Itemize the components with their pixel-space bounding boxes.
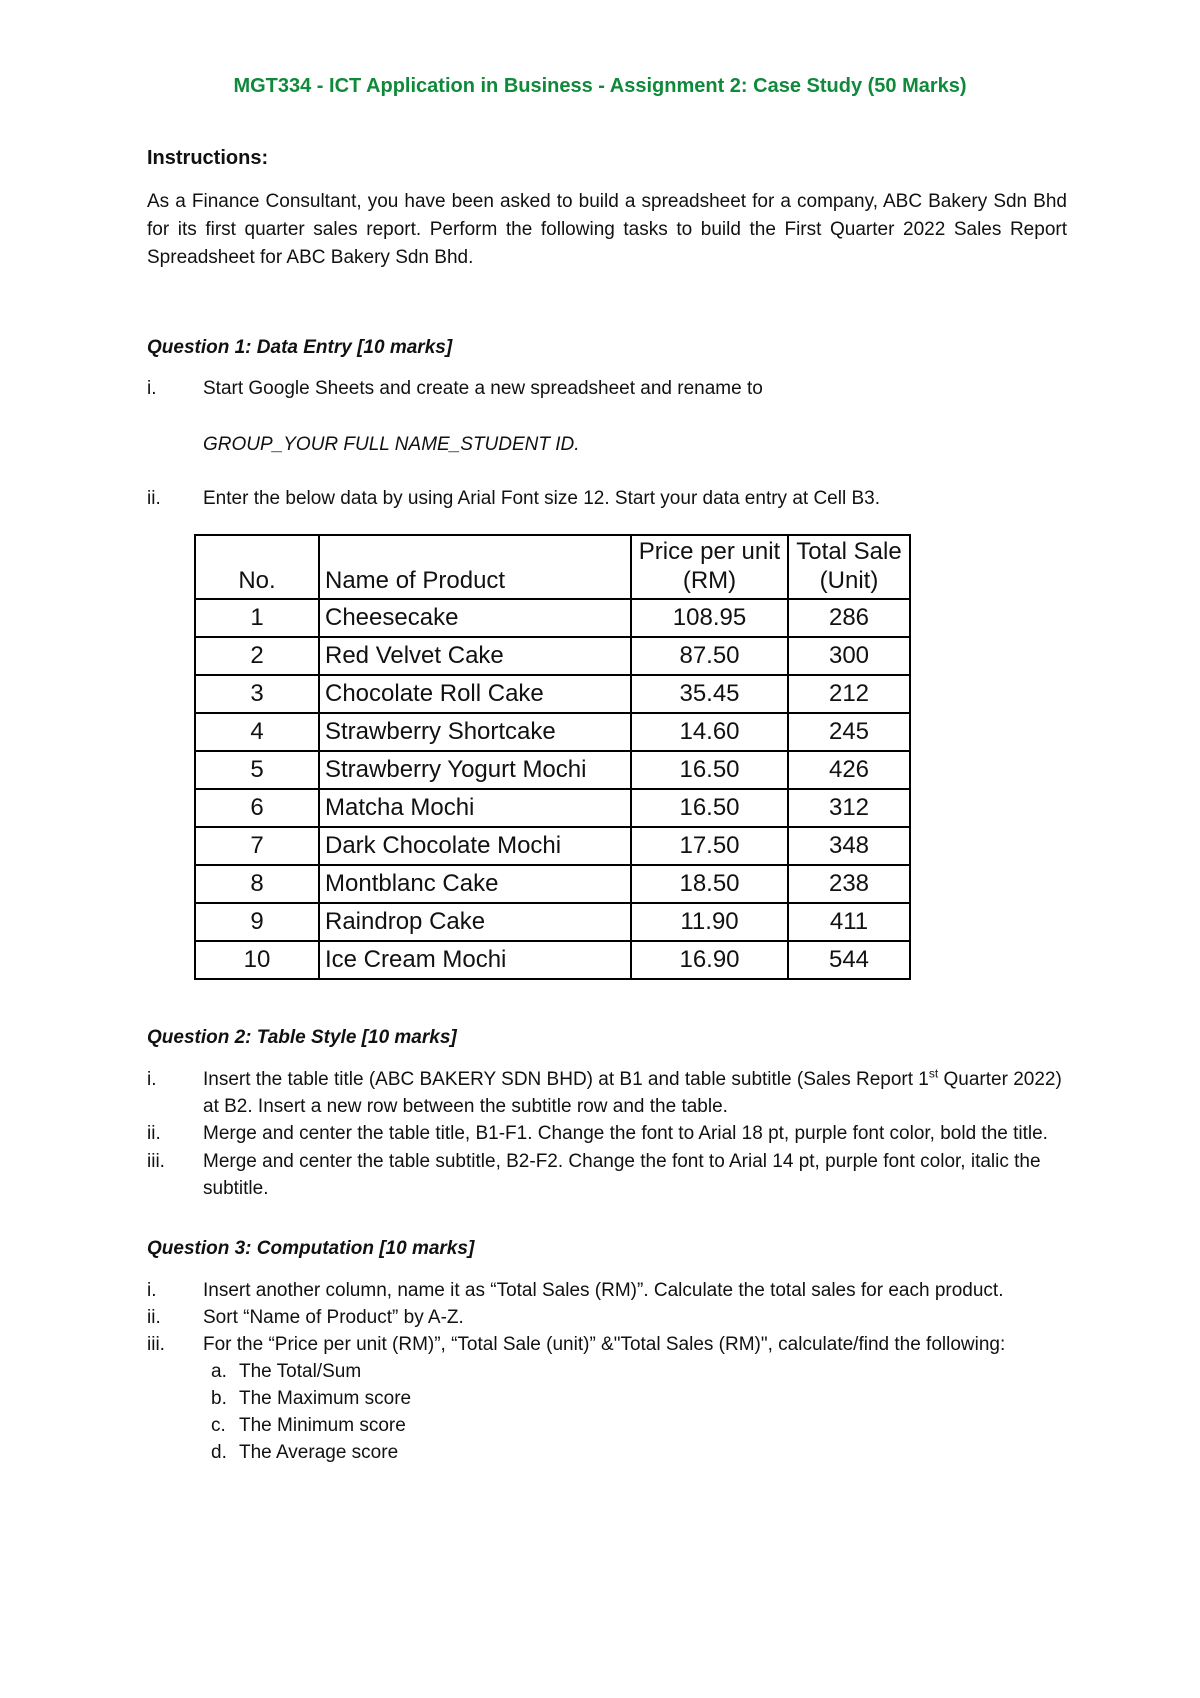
- q1-item-i: [147, 375, 1067, 402]
- sublist-text: The Average score: [239, 1442, 399, 1463]
- table-row: [195, 789, 910, 827]
- q2-item-i: [147, 1066, 1067, 1120]
- table-row: [195, 827, 910, 865]
- cell-no: 8: [195, 865, 319, 903]
- cell-sale: 286: [788, 599, 910, 637]
- cell-price: 14.60: [631, 713, 788, 751]
- cell-price: 11.90: [631, 903, 788, 941]
- header-sale-line1: Total Sale: [796, 538, 902, 566]
- cell-sale: 411: [788, 903, 910, 941]
- ordinal-suffix: st: [928, 1066, 939, 1081]
- list-number: i.: [147, 1069, 157, 1090]
- cell-sale: 245: [788, 713, 910, 751]
- question-3-heading: Question 3: Computation [10 marks]: [147, 1238, 475, 1259]
- sublist-letter: b.: [211, 1388, 227, 1409]
- header-sale: [788, 535, 910, 599]
- q1-filename-format: [147, 431, 1067, 458]
- cell-no: 7: [195, 827, 319, 865]
- table-row: [195, 751, 910, 789]
- cell-sale: 426: [788, 751, 910, 789]
- cell-no: 4: [195, 713, 319, 751]
- list-number: iii.: [147, 1151, 165, 1172]
- sublist-letter: d.: [211, 1442, 227, 1463]
- cell-name: Strawberry Yogurt Mochi: [319, 751, 631, 789]
- cell-price: 16.50: [631, 751, 788, 789]
- cell-price: 87.50: [631, 637, 788, 675]
- cell-sale: 238: [788, 865, 910, 903]
- cell-name: Dark Chocolate Mochi: [319, 827, 631, 865]
- product-data-table: [194, 534, 911, 980]
- cell-no: 5: [195, 751, 319, 789]
- q2-item-iii: [147, 1148, 1067, 1202]
- cell-no: 1: [195, 599, 319, 637]
- cell-name: Cheesecake: [319, 599, 631, 637]
- list-number: i.: [147, 1280, 157, 1301]
- table-row: [195, 637, 910, 675]
- q1-item-ii: [147, 485, 1067, 512]
- cell-sale: 300: [788, 637, 910, 675]
- header-price-line1: Price per unit: [638, 538, 781, 566]
- list-number: ii.: [147, 1123, 161, 1144]
- list-text: Sort “Name of Product” by A-Z.: [203, 1307, 464, 1328]
- q3-subitem-d: [211, 1439, 398, 1466]
- cell-sale: 212: [788, 675, 910, 713]
- q3-subitem-a: [211, 1358, 361, 1385]
- cell-name: Ice Cream Mochi: [319, 941, 631, 979]
- instructions-heading: Instructions:: [147, 147, 269, 169]
- cell-no: 6: [195, 789, 319, 827]
- table-row: [195, 903, 910, 941]
- table-row: [195, 941, 910, 979]
- q2-item-ii: [147, 1120, 1067, 1147]
- header-price-line2: (RM): [682, 567, 737, 595]
- sublist-text: The Minimum score: [239, 1415, 406, 1436]
- header-name: Name of Product: [319, 535, 631, 599]
- cell-price: 18.50: [631, 865, 788, 903]
- cell-name: Matcha Mochi: [319, 789, 631, 827]
- table-header-row: [195, 535, 910, 599]
- cell-price: 35.45: [631, 675, 788, 713]
- q3-subitem-b: [211, 1385, 411, 1412]
- cell-price: 17.50: [631, 827, 788, 865]
- document-title: MGT334 - ICT Application in Business - Assignment 2: Case Study (50 Marks): [233, 75, 967, 97]
- cell-name: Chocolate Roll Cake: [319, 675, 631, 713]
- cell-name: Montblanc Cake: [319, 865, 631, 903]
- list-text: Merge and center the table subtitle, B2-F2. Change the font to Arial 14 pt, purple font color, italic the subtitle.: [203, 1151, 1041, 1199]
- q2-text-after: Quarter 2022) at B2. Insert a new row between the subtitle row and the table.: [203, 1069, 1062, 1117]
- cell-name: Red Velvet Cake: [319, 637, 631, 675]
- list-text: Enter the below data by using Arial Font size 12. Start your data entry at Cell B3.: [203, 488, 880, 509]
- list-text: Insert another column, name it as “Total Sales (RM)”. Calculate the total sales for each product.: [203, 1280, 1004, 1301]
- instructions-body: As a Finance Consultant, you have been asked to build a spreadsheet for a company, ABC Bakery Sdn Bhd for its first quarter sales report. Perform the following tasks to build the First Quarter 2022 Sales Report Spreadsheet for ABC Bakery Sdn Bhd.: [147, 191, 1067, 268]
- sublist-text: The Total/Sum: [239, 1361, 362, 1382]
- cell-sale: 544: [788, 941, 910, 979]
- q3-item-i: [147, 1277, 1067, 1304]
- cell-no: 3: [195, 675, 319, 713]
- cell-sale: 312: [788, 789, 910, 827]
- q2-text-before: Insert the table title (ABC BAKERY SDN BHD) at B1 and table subtitle (Sales Report 1: [203, 1069, 929, 1090]
- cell-no: 10: [195, 941, 319, 979]
- header-no: No.: [195, 535, 319, 599]
- question-2-heading: Question 2: Table Style [10 marks]: [147, 1027, 457, 1048]
- list-number: ii.: [147, 1307, 161, 1328]
- list-number: i.: [147, 378, 157, 399]
- header-price: [631, 535, 788, 599]
- list-number: iii.: [147, 1334, 165, 1355]
- sublist-text: The Maximum score: [239, 1388, 412, 1409]
- table-row: [195, 599, 910, 637]
- q3-subitem-c: [211, 1412, 406, 1439]
- table-row: [195, 675, 910, 713]
- question-1-heading: Question 1: Data Entry [10 marks]: [147, 337, 453, 358]
- cell-name: Strawberry Shortcake: [319, 713, 631, 751]
- cell-sale: 348: [788, 827, 910, 865]
- list-text: Start Google Sheets and create a new spreadsheet and rename to: [203, 378, 763, 399]
- table-row: [195, 713, 910, 751]
- sublist-letter: c.: [211, 1415, 226, 1436]
- filename-format-text: GROUP_YOUR FULL NAME_STUDENT ID.: [203, 434, 580, 455]
- cell-price: 16.90: [631, 941, 788, 979]
- header-sale-line2: (Unit): [819, 567, 879, 595]
- cell-no: 9: [195, 903, 319, 941]
- list-text: [203, 1066, 1067, 1120]
- cell-price: 108.95: [631, 599, 788, 637]
- cell-no: 2: [195, 637, 319, 675]
- sublist-letter: a.: [211, 1361, 227, 1382]
- q3-item-iii: [147, 1331, 1067, 1358]
- list-number: ii.: [147, 488, 161, 509]
- cell-price: 16.50: [631, 789, 788, 827]
- cell-name: Raindrop Cake: [319, 903, 631, 941]
- q3-item-ii: [147, 1304, 1067, 1331]
- list-text: Merge and center the table title, B1-F1. Change the font to Arial 18 pt, purple font color, bold the title.: [203, 1123, 1048, 1144]
- list-text: For the “Price per unit (RM)”, “Total Sale (unit)” &"Total Sales (RM)", calculate/find the following:: [203, 1334, 1006, 1355]
- table-row: [195, 865, 910, 903]
